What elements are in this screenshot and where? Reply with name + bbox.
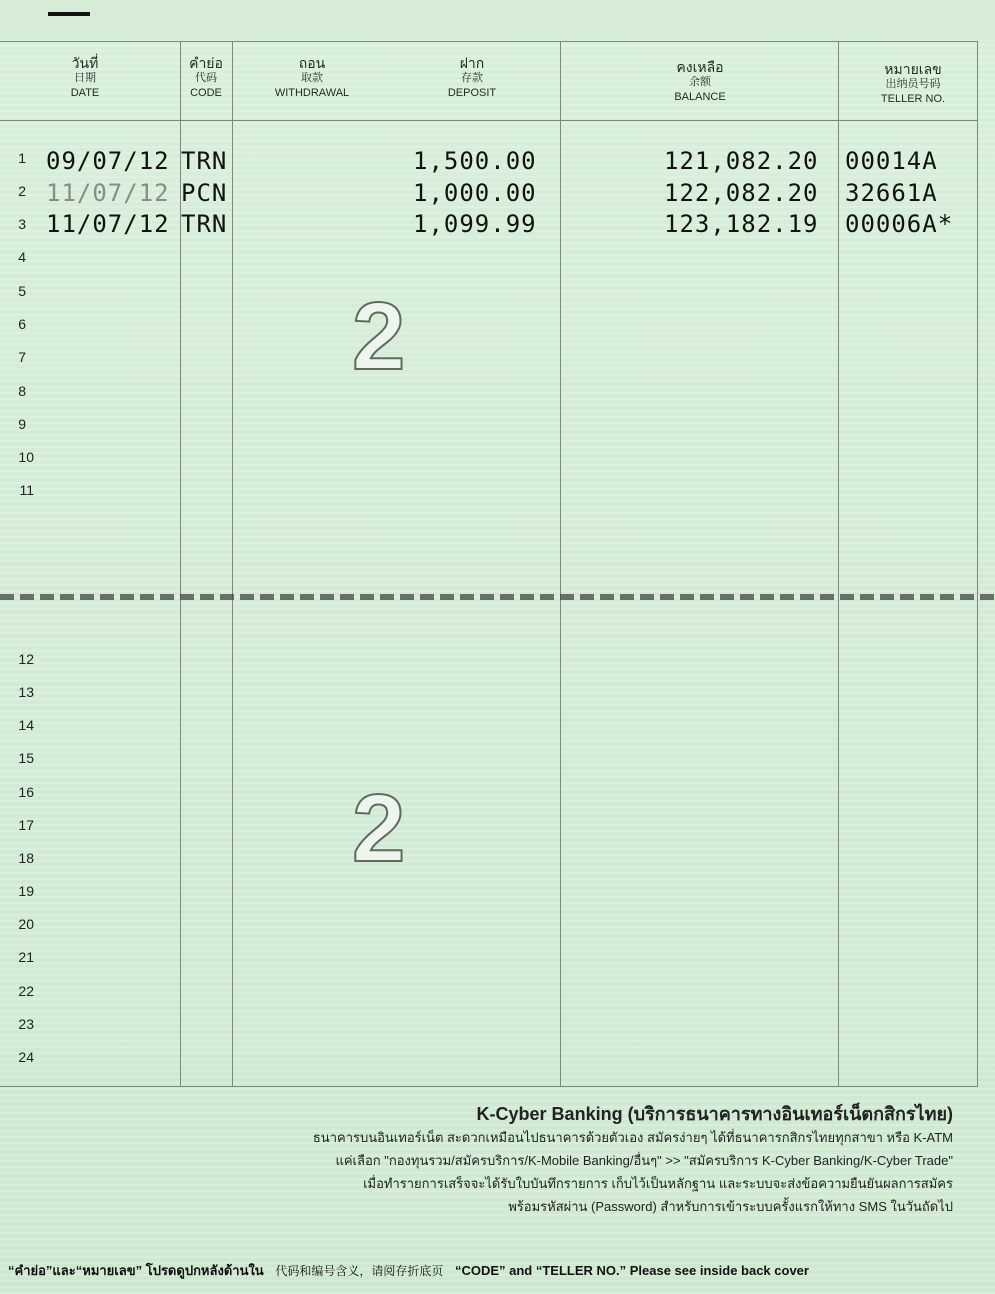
entry-balance: 122,082.20 (664, 179, 819, 207)
notice-line: พร้อมรหัสผ่าน (Password) สำหรับการเข้าระบบครั้งแรกให้ทาง SMS ในวันถัดไป (508, 1199, 953, 1214)
notice-line: แค่เลือก "กองทุนรวม/สมัครบริการ/K-Mobile Banking/อื่นๆ" >> "สมัครบริการ K-Cyber Banking/K-Cyber Trade" (335, 1153, 953, 1168)
row-number: 18 (18, 850, 34, 866)
header-balance (650, 60, 750, 105)
page-number-watermark: 2 (352, 283, 406, 390)
row-number: 17 (18, 817, 34, 833)
row-number: 11 (19, 482, 34, 498)
entry-code: TRN (181, 147, 228, 175)
column-divider-code (232, 42, 233, 1087)
header-date (50, 56, 120, 101)
entry-balance: 123,182.19 (664, 210, 819, 238)
header-deposit-zh: 存款 (461, 72, 483, 84)
row-number: 20 (18, 916, 34, 932)
row-number: 19 (18, 883, 34, 899)
entry-code: TRN (181, 210, 228, 238)
header-date-th: วันที่ (71, 55, 99, 71)
header-code-zh: 代码 (195, 72, 217, 84)
header-balance-th: คงเหลือ (676, 59, 724, 75)
header-teller-th: หมายเลข (884, 61, 942, 77)
header-balance-en: BALANCE (674, 91, 726, 103)
row-number: 21 (18, 949, 34, 965)
header-code-th: คำย่อ (189, 55, 223, 71)
entry-balance: 121,082.20 (664, 147, 819, 175)
page-number-watermark: 2 (352, 775, 406, 882)
row-number: 2 (18, 183, 26, 199)
right-edge-rule (977, 41, 978, 1087)
header-date-zh: 日期 (74, 72, 96, 84)
entry-date: 09/07/12 (46, 147, 170, 175)
perforation-line (0, 594, 995, 600)
entry-teller: 00014A (845, 147, 938, 175)
entry-deposit: 1,500.00 (413, 147, 537, 175)
row-number: 10 (18, 449, 34, 465)
dash-mark (48, 12, 90, 16)
top-band (0, 0, 995, 40)
row-number: 4 (18, 249, 26, 265)
notice-title (193, 1102, 953, 1126)
table-bottom-rule (0, 1086, 978, 1087)
notice-title-en: K-Cyber Banking (476, 1104, 623, 1124)
row-number: 13 (18, 684, 34, 700)
column-divider-balance (838, 42, 839, 1087)
row-number: 3 (18, 216, 26, 232)
header-bottom-rule (0, 120, 978, 121)
notice-line: เมื่อทำรายการเสร็จจะได้รับใบบันทึกรายการ เก็บไว้เป็นหลักฐาน และระบบจะส่งข้อความยืนยันผลการสมัคร (363, 1176, 953, 1191)
entry-teller: 32661A (845, 179, 938, 207)
row-number: 16 (18, 784, 34, 800)
row-number: 8 (18, 383, 26, 399)
entry-date: 11/07/12 (46, 210, 170, 238)
entry-deposit: 1,000.00 (413, 179, 537, 207)
header-withdrawal (262, 56, 362, 101)
header-code-en: CODE (190, 87, 222, 99)
header-withdrawal-th: ถอน (298, 55, 326, 71)
row-number: 14 (18, 717, 34, 733)
row-number: 24 (18, 1049, 34, 1065)
header-withdrawal-zh: 取款 (301, 72, 323, 84)
column-divider-deposit (560, 42, 561, 1087)
entry-deposit: 1,099.99 (413, 210, 537, 238)
row-number: 1 (18, 150, 26, 166)
row-number: 23 (18, 1016, 34, 1032)
header-withdrawal-en: WITHDRAWAL (274, 87, 350, 99)
header-balance-zh: 余额 (689, 76, 711, 88)
bottom-note (8, 1260, 968, 1281)
row-number: 7 (18, 349, 26, 365)
header-teller-en: TELLER NO. (880, 93, 946, 105)
header-teller (858, 62, 968, 107)
header-date-en: DATE (70, 87, 100, 99)
header-top-rule (0, 41, 978, 42)
row-number: 15 (18, 750, 34, 766)
row-number: 5 (18, 283, 26, 299)
row-number: 22 (18, 983, 34, 999)
row-number: 6 (18, 316, 26, 332)
row-number: 9 (18, 416, 26, 432)
row-number: 12 (18, 651, 34, 667)
k-cyber-banking-notice (193, 1102, 953, 1218)
notice-title-th: (บริการธนาคารทางอินเทอร์เน็ตกสิกรไทย) (627, 1104, 953, 1124)
bottom-note-en: “CODE” and “TELLER NO.” Please see inside back cover (454, 1263, 809, 1278)
header-teller-zh: 出纳员号码 (885, 78, 941, 90)
header-deposit-th: ฝาก (459, 55, 485, 71)
entry-teller: 00006A* (845, 210, 954, 238)
header-code (178, 56, 234, 101)
bottom-note-th: “คำย่อ”และ“หมายเลข” โปรดดูปกหลังด้านใน (8, 1263, 264, 1278)
notice-line: ธนาคารบนอินเทอร์เน็ต สะดวกเหมือนไปธนาคารด้วยตัวเอง สมัครง่ายๆ ได้ที่ธนาคารกสิกรไทยทุกสาขา หรือ K-ATM (312, 1130, 953, 1145)
entry-date: 11/07/12 (46, 179, 170, 207)
header-deposit (422, 56, 522, 101)
entry-code: PCN (181, 179, 228, 207)
bottom-note-zh: 代码和编号含义，请阅存折底页 (275, 1264, 444, 1278)
header-deposit-en: DEPOSIT (447, 87, 497, 99)
